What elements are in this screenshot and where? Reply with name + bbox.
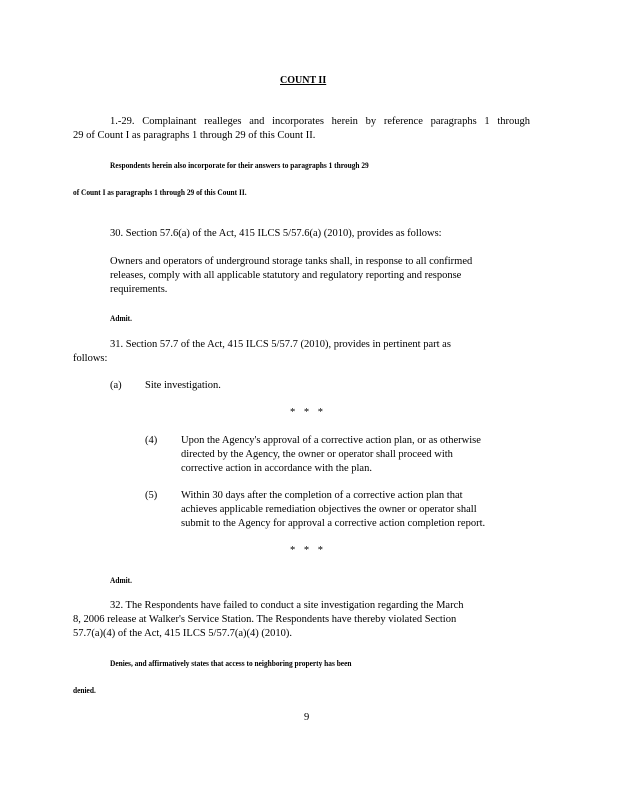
ellipsis-stars-1: * * *: [290, 407, 326, 418]
item-5-line1: Within 30 days after the completion of a corrective action plan that: [181, 490, 463, 501]
answer-1-29-line2: of Count I as paragraphs 1 through 29 of this Count II.: [73, 187, 247, 197]
item-4-label: (4): [145, 435, 158, 446]
paragraph-31-line1: 31. Section 57.7 of the Act, 415 ILCS 5/57.7 (2010), provides in pertinent part as: [110, 339, 451, 350]
paragraph-31-line2: follows:: [73, 353, 108, 364]
item-4-line3: corrective action in accordance with the plan.: [181, 463, 372, 474]
item-5-line2: achieves applicable remediation objectives the owner or operator shall: [181, 504, 477, 515]
item-4-line1: Upon the Agency's approval of a corrective action plan, or as otherwise: [181, 435, 481, 446]
item-4-line2: directed by the Agency, the owner or operator shall proceed with: [181, 449, 453, 460]
paragraph-32-line1: 32. The Respondents have failed to conduct a site investigation regarding the March: [110, 600, 464, 611]
answer-1-29-line1: Respondents herein also incorporate for their answers to paragraphs 1 through 29: [110, 160, 369, 170]
paragraph-1-29-line1: 1.-29. Complainant realleges and incorporates herein by reference paragraphs 1 through: [110, 116, 530, 127]
item-5-line3: submit to the Agency for approval a corrective action completion report.: [181, 518, 486, 529]
answer-31: Admit.: [110, 575, 132, 585]
ellipsis-stars-2: * * *: [290, 545, 326, 556]
page-number: 9: [304, 712, 310, 723]
quote-30-line3: requirements.: [110, 284, 168, 295]
paragraph-32-line2: 8, 2006 release at Walker's Service Station. The Respondents have thereby violated Section: [73, 614, 457, 625]
answer-32-line2: denied.: [73, 685, 96, 695]
answer-32-line1: Denies, and affirmatively states that access to neighboring property has been: [110, 658, 352, 668]
item-5-label: (5): [145, 490, 158, 501]
quote-30-line2: releases, comply with all applicable statutory and regulatory reporting and response: [110, 270, 462, 281]
subsection-a-label: (a): [110, 380, 122, 391]
quote-30-line1: Owners and operators of underground storage tanks shall, in response to all confirmed: [110, 256, 473, 267]
answer-30: Admit.: [110, 313, 132, 323]
count-title: COUNT II: [280, 75, 327, 86]
subsection-a-text: Site investigation.: [145, 380, 221, 391]
paragraph-1-29-line2: 29 of Count I as paragraphs 1 through 29 of this Count II.: [73, 130, 316, 141]
paragraph-32-line3: 57.7(a)(4) of the Act, 415 ILCS 5/57.7(a)(4) (2010).: [73, 628, 292, 639]
paragraph-30: 30. Section 57.6(a) of the Act, 415 ILCS 5/57.6(a) (2010), provides as follows:: [110, 228, 442, 239]
